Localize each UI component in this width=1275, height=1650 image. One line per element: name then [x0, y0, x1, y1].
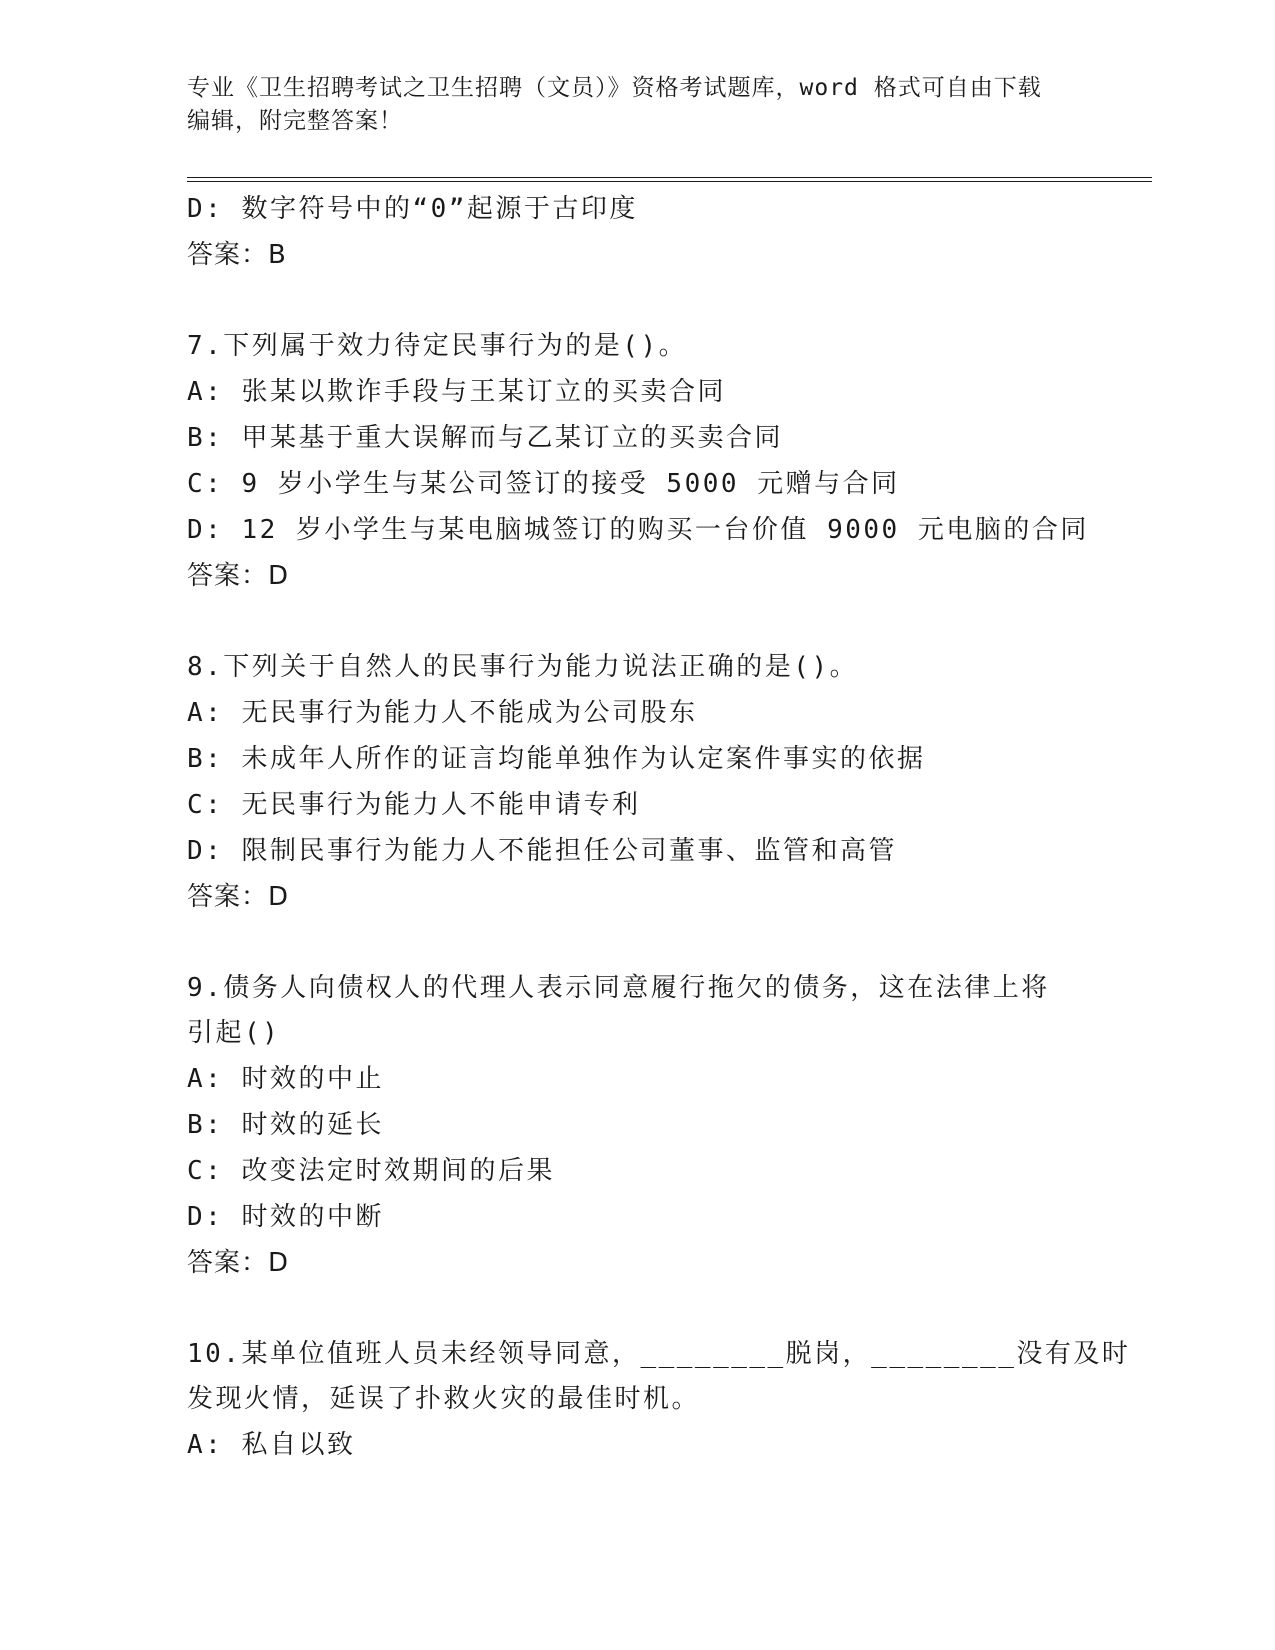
question-9	[187, 965, 1137, 1286]
answer-line: 答案：B	[187, 240, 287, 270]
document-header	[187, 72, 1087, 138]
question-7	[187, 323, 1137, 599]
header-divider-top	[187, 177, 1152, 178]
option-c: C: 9 岁小学生与某公司签订的接受 5000 元赠与合同	[187, 469, 900, 499]
spacer	[187, 278, 1137, 323]
question-10	[187, 1331, 1137, 1468]
option-a: A: 无民事行为能力人不能成为公司股东	[187, 698, 698, 728]
answer-line: 答案：D	[187, 561, 290, 591]
answer-line: 答案：D	[187, 1248, 290, 1278]
option-d: D: 数字符号中的“0”起源于古印度	[187, 194, 638, 224]
option-a: A: 时效的中止	[187, 1064, 384, 1094]
option-b: B: 甲某基于重大误解而与乙某订立的买卖合同	[187, 423, 783, 453]
question-text: 7.下列属于效力待定民事行为的是()。	[187, 331, 688, 361]
option-b: B: 时效的延长	[187, 1110, 384, 1140]
option-b: B: 未成年人所作的证言均能单独作为认定案件事实的依据	[187, 744, 926, 774]
option-d: D: 12 岁小学生与某电脑城签订的购买一台价值 9000 元电脑的合同	[187, 515, 1089, 545]
question-text-continued: 发现火情，延误了扑救火灾的最佳时机。	[187, 1384, 701, 1414]
header-line-2: 编辑，附完整答案！	[187, 108, 403, 134]
option-a: A: 张某以欺诈手段与王某订立的买卖合同	[187, 377, 726, 407]
question-8	[187, 644, 1137, 920]
header-line-1: 专业《卫生招聘考试之卫生招聘（文员）》资格考试题库，word 格式可自由下载	[187, 75, 1042, 101]
previous-question-tail	[187, 186, 1137, 278]
option-d: D: 限制民事行为能力人不能担任公司董事、监管和高管	[187, 836, 897, 866]
option-d: D: 时效的中断	[187, 1202, 384, 1232]
spacer	[187, 920, 1137, 965]
question-text: 10.某单位值班人员未经领导同意，________脱岗，________没有及时	[187, 1339, 1131, 1369]
spacer	[187, 599, 1137, 644]
question-text: 9.债务人向债权人的代理人表示同意履行拖欠的债务，这在法律上将	[187, 973, 1050, 1003]
question-content	[187, 186, 1137, 1468]
question-text: 8.下列关于自然人的民事行为能力说法正确的是()。	[187, 652, 859, 682]
question-text-continued: 引起()	[187, 1018, 281, 1048]
answer-line: 答案：D	[187, 882, 290, 912]
option-c: C: 无民事行为能力人不能申请专利	[187, 790, 641, 820]
spacer	[187, 1286, 1137, 1331]
option-c: C: 改变法定时效期间的后果	[187, 1156, 555, 1186]
header-divider-bottom	[187, 181, 1152, 182]
option-a: A: 私自以致	[187, 1430, 356, 1460]
